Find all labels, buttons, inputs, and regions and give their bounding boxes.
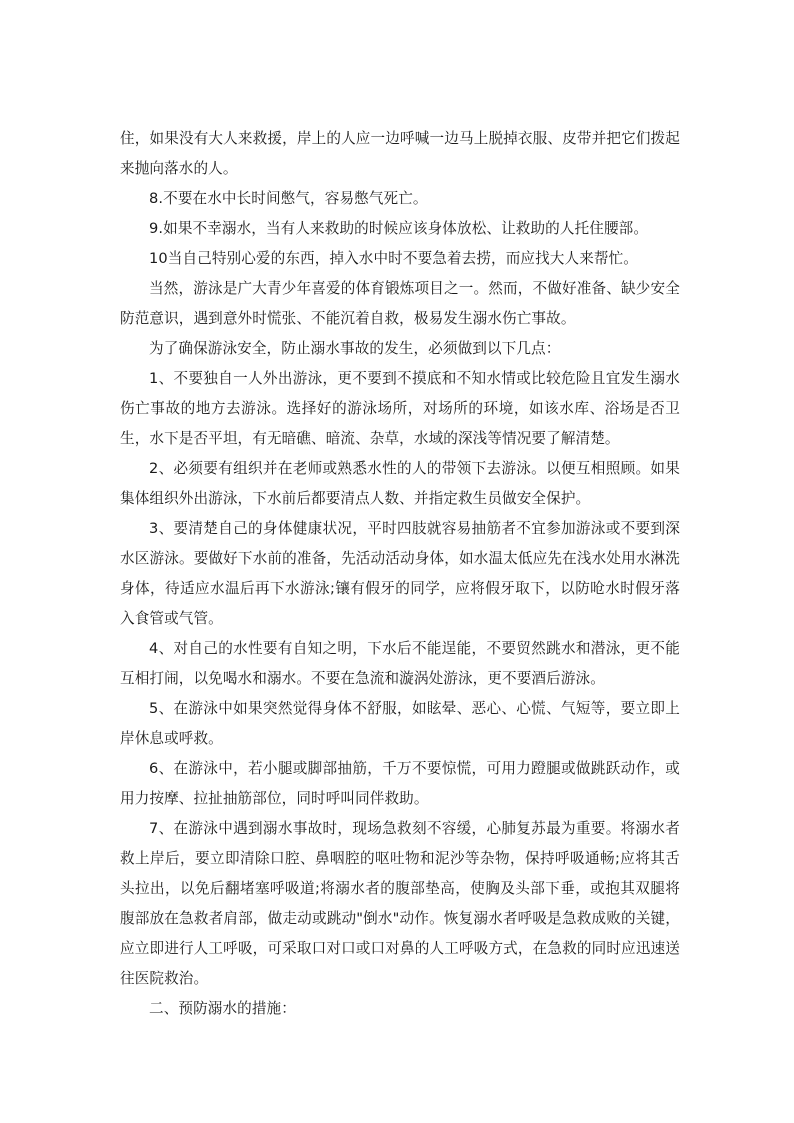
section-heading-prevention: 二、预防溺水的措施： [149, 1000, 296, 1017]
paragraph-safety-lead: 为了确保游泳安全，防止溺水事故的发生，必须做到以下几点： [149, 340, 561, 357]
paragraph-item-8: 8.不要在水中长时间憋气，容易憋气死亡。 [149, 190, 428, 207]
document-body [120, 124, 680, 1024]
paragraph-rule-7: 7、在游泳中遇到溺水事故时，现场急救刻不容缓，心肺复苏最为重要。将溺水者救上岸后，要立即清除口腔、鼻咽腔的呕吐物和泥沙等杂物，保持呼吸通畅;应将其舌头拉出，以免后翻堵塞呼吸道;将溺水者的腹部垫高，使胸及头部下垂，或抱其双腿将腹部放在急救者肩部，做走动或跳动"倒水"动作。恢复溺水者呼吸是急救成败的关键，应立即进行人工呼吸，可采取口对口或口对鼻的人工呼吸方式，在急救的同时应迅速送往医院救治。 [120, 820, 680, 987]
paragraph-rule-1: 1、不要独自一人外出游泳，更不要到不摸底和不知水情或比较危险且宜发生溺水伤亡事故的地方去游泳。选择好的游泳场所，对场所的环境，如该水库、浴场是否卫生，水下是否平坦，有无暗礁、暗流、杂草，水域的深浅等情况要了解清楚。 [120, 370, 680, 447]
paragraph-intro: 当然，游泳是广大青少年喜爱的体育锻炼项目之一。然而，不做好准备、缺少安全防范意识，遇到意外时慌张、不能沉着自救，极易发生溺水伤亡事故。 [120, 280, 680, 327]
paragraph-rule-5: 5、在游泳中如果突然觉得身体不舒服，如眩晕、恶心、心慌、气短等，要立即上岸休息或呼救。 [120, 700, 680, 747]
paragraph-rule-3: 3、要清楚自己的身体健康状况，平时四肢就容易抽筋者不宜参加游泳或不要到深水区游泳。要做好下水前的准备，先活动活动身体，如水温太低应先在浅水处用水淋洗身体，待适应水温后再下水游泳;镶有假牙的同学，应将假牙取下，以防呛水时假牙落入食管或气管。 [120, 520, 680, 627]
paragraph-continuation: 住，如果没有大人来救援，岸上的人应一边呼喊一边马上脱掉衣服、皮带并把它们拨起来抛向落水的人。 [120, 130, 680, 177]
paragraph-item-9: 9.如果不幸溺水，当有人来救助的时候应该身体放松、让救助的人托住腰部。 [149, 220, 649, 237]
paragraph-rule-6: 6、在游泳中，若小腿或脚部抽筋，千万不要惊慌，可用力蹬腿或做跳跃动作，或用力按摩、拉扯抽筋部位，同时呼叫同伴救助。 [120, 760, 680, 807]
paragraph-item-10: 10当自己特别心爱的东西，掉入水中时不要急着去捞，而应找大人来帮忙。 [149, 250, 638, 267]
paragraph-rule-2: 2、必须要有组织并在老师或熟悉水性的人的带领下去游泳。以便互相照顾。如果集体组织外出游泳，下水前后都要清点人数、并指定救生员做安全保护。 [120, 460, 680, 507]
paragraph-rule-4: 4、对自己的水性要有自知之明，下水后不能逞能，不要贸然跳水和潜泳，更不能互相打闹，以免喝水和溺水。不要在急流和漩涡处游泳，更不要酒后游泳。 [120, 640, 680, 687]
